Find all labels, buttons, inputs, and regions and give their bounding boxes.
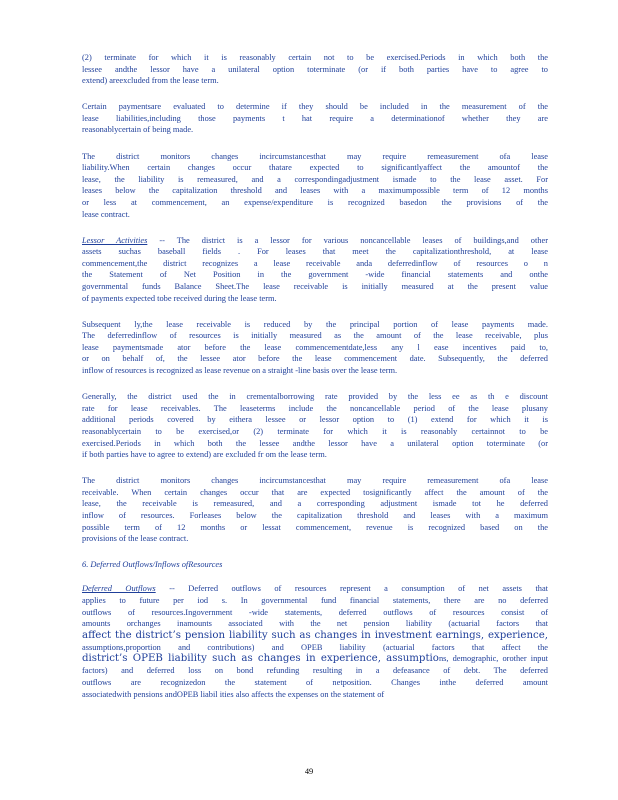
paragraph (82, 475, 548, 545)
text-line: Certain paymentsare evaluated to determine if they should be included in the measurement of the (82, 102, 548, 112)
text-line: extend) areexcluded from the lease term. (82, 76, 219, 86)
text-line: district’s OPEB liability such as changes in experience, assumptio (82, 653, 439, 665)
text-line: receivable. When certain changes occur that are expected tosignificantly affect the amount of the (82, 487, 548, 497)
text-line: inflow of resources. Forleases below the capitalization threshold and leases with a maximum (82, 511, 548, 520)
paragraph (82, 319, 548, 377)
text-line: Subsequent ly,the lease receivable is reduced by the principal portion of lease payments made. (82, 319, 548, 329)
text-line: assets suchas baseball fields . For leases that meet the capitalizationthreshold, at lease (82, 247, 548, 257)
text-line: Generally, the district used the in crementalborrowing rate provided by the less ee as th e discount (82, 392, 548, 402)
text-line: leases below the capitalization threshold and leases with a maximumpossible term of 12 months (82, 186, 548, 196)
text-line: reasonablycertain of being made. (82, 125, 194, 135)
text-line: lease, the receivable is remeasured, and a corresponding adjustment ismade tot he deferred (82, 499, 548, 509)
paragraph (82, 151, 548, 221)
text-line: affect the district’s pension liability such as changes in investment earnings, experience, (82, 629, 548, 641)
paragraph (82, 101, 548, 136)
section-heading: 6. Deferred Outflows/Inflows ofResources (82, 560, 223, 570)
body-paragraphs (82, 52, 548, 545)
text-line: -- Deferred outflows of resources represent a consumption of net assets that (155, 584, 549, 594)
deferred-outflows-paragraph (82, 583, 548, 700)
text-line: commencement,the district recognizes a lease receivable anda deferredinflow of resources o n (82, 258, 548, 268)
text-line: provisions of the lease contract. (82, 534, 189, 544)
text-line: or on behalf of, the lessee ator before the lease commencement date. Subsequently, the deferred (82, 354, 548, 364)
text-line: the Statement of Net Position in the government -wide financial statements and onthe (82, 270, 548, 280)
text-line: The district monitors changes incircumstancesthat may require remeasurement ofa lease (82, 151, 548, 161)
text-line: assumptions,proportion and contributions) and OPEB liability (actuarial factors that affect the (82, 642, 548, 652)
text-line: lessee andthe lessor have a unilateral option toterminate (or if both parties have to agree to (82, 64, 548, 74)
text-line: outflows are recognizedon the statement of netposition. Changes inthe deferred amount (82, 677, 548, 687)
text-line: reasonablycertain to be exercised,or (2) terminate for which it is reasonably certainnot to be (82, 426, 548, 436)
text-line: factors) and deferred loss on bond refunding resulting in a defeasance of debt. The deferred (82, 666, 548, 676)
text-line: rate for lease receivables. The leaseterms include the noncancellable period of the lease plusany (82, 403, 548, 413)
paragraph (82, 235, 548, 305)
text-line: lease contract. (82, 209, 130, 219)
text-line: lease, the liability is remeasured, and a correspondingadjustment ismade to the lease asset. For (82, 174, 548, 184)
paragraph (82, 52, 548, 87)
text-line: exercised.Periods in which both the lessee andthe lessor have a unilateral option toterminate (or (82, 438, 548, 448)
text-line: amounts orchanges inamounts associated with the net pension liability (actuarial factors that (82, 619, 548, 629)
text-line: lease paymentsmade ator before the lease commencementdate,less any l ease incentives paid to, (82, 342, 548, 352)
text-line: The deferredinflow of resources is initially measured as the amount of the lease receivable, plus (82, 331, 548, 341)
text-line: outflows of resources.Ingovernment -wide statements, deferred outflows of resources consist of (82, 607, 548, 617)
text-line: lease liabilities,including those payments t hat require a determinationof whether they are (82, 113, 548, 123)
text-line: additional periods covered by eithera lessee or lessor option to (1) extend for which it is (82, 415, 548, 425)
text-line: possible term of 12 months or lessat commencement, revenue is recognized based on the (82, 522, 548, 532)
text-line: of payments expected tobe received during the lease term. (82, 293, 277, 303)
text-line: associatedwith pensions andOPEB liabil ities also affects the expenses on the statement of (82, 689, 385, 699)
text-line (82, 235, 548, 247)
text-line: or less at commencement, an expense/expenditure is recognized basedon the provisions of the (82, 197, 548, 207)
text-line: ns, demographic, orother input (438, 654, 548, 664)
text-line: governmental funds Balance Sheet.The lease receivable is initially measured at the present value (82, 282, 548, 291)
paragraph-lead: Lessor Activities (82, 235, 148, 245)
text-line: The district monitors changes incircumstancesthat may require remeasurement ofa lease (82, 476, 548, 486)
text-line: applies to future per iod s. In governmental fund financial statements, there are no deferred (82, 595, 548, 605)
text-line: (2) terminate for which it is reasonably certain not to be exercised.Periods in which both the (82, 53, 548, 62)
text-line: -- The district is a lessor for various noncancellable leases of buildings,and other (147, 235, 548, 245)
page-number: 49 (304, 767, 314, 776)
deferred-outflows-lead: Deferred Outflows (82, 584, 156, 594)
text-line: inflow of resources is recognized as lease revenue on a straight -line basis over the lease term. (82, 366, 398, 376)
paragraph (82, 391, 548, 461)
text-line: liability.When certain changes occur thatare expected to significantlyaffect the amountof the (82, 163, 548, 173)
text-line: if both parties have to agree to extend) are excluded fr om the lease term. (82, 450, 327, 460)
